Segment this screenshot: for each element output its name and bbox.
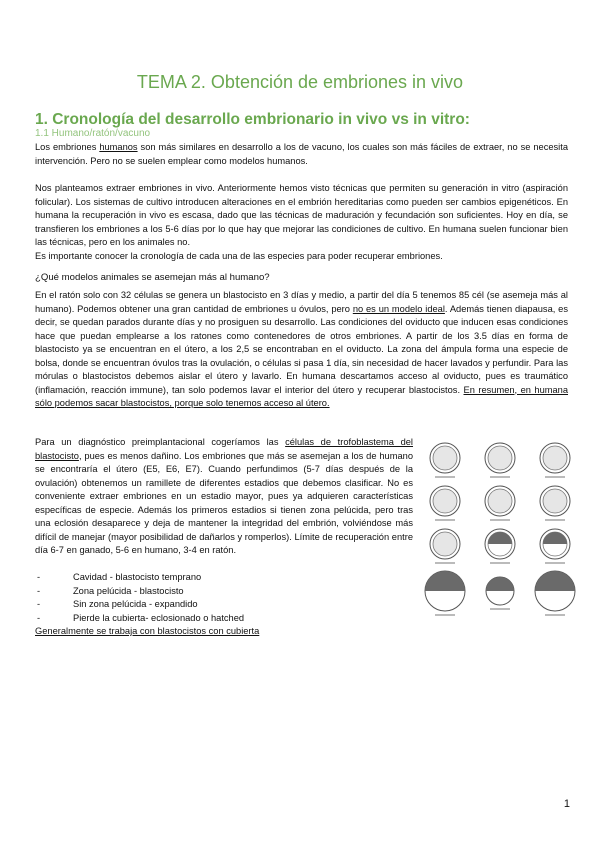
conclusion-text: Generalmente se trabaja con blastocistos con cubierta [35,626,260,636]
list-item-text: Cavidad - blastocisto temprano [73,572,202,582]
paragraph-in-vivo [35,182,568,263]
text-run: . Además tienen diapausa, es decir, se quedan parados durante días y no prosiguen su desarrollo. Las condiciones del oviducto que inducen esas condiciones hace que puedan emplearse a los ratones como contenedores de otros embriones. A partir de los 3.5 días en forma de blastocisto ya se encuentran en el útero, a los 2,5 se encontraban en el oviducto. La zona del ámpula forma una especie de bolsa, donde se encuentran óvulos tras la ovulación, o células si pasa 1 día, sin necesidad de hacer lavados y perfundir. Para las mórulas o blastocistos debemos aislar el útero y lavarlo. En humana descartamos acceso al oviducto, pues es traumático (inflamación, reacción immune), tan solo podemos lavar el interior del útero y recuperar blastocistos. [35,303,568,395]
text-run: Nos planteamos extraer embriones in vivo. Anteriormente hemos visto técnicas que permiten su generación in vitro (aspiración folicular). Los sistemas de cultivo introducen alteraciones en el embrión hereditarias como pueden ser cambios epigenéticos. En humana la recuperación in vivo es escasa, dado que las técnicas de maduración y fecundación son suficientes. Hoy en día, se transfieren los embriones a los 5-6 días por lo que hay que mejorar las condiciones de cultivo. En humana suelen funcionar bien las técnicas, pero en los animales no. [35,183,568,247]
underlined-text: células de trofoblastema del blastocisto [35,437,414,461]
text-run: , pues es menos dañino. Los embriones que más se asemejan a los de humano se encontraría el útero (E5, E6, E7). Cuando perfundimos (5-7 días después de la ovulación) obtenemos un ramillete de diferentes estadios que debemos clasificar. No es conveniente extraer embriones en un estadio mayor, pues ya adquieren características específicas de especie. Además los primeros estadios si tienen zona pelúcida, pero tras una eclosión desaparece y deja de mantener la integridad del embrión, volviéndose más difícil de manejar (mayor posibilidad de dañarlos y romperlos). Límite de recuperación entre día 6-7 en ganado, 5-6 en humano, 3-4 en ratón. [35,450,413,555]
list-bullet: - [37,599,41,609]
section-heading: 1. Cronología del desarrollo embrionario in vivo vs in vitro: [35,111,470,128]
embryo-stages-figure [420,436,580,626]
embryo-stage-drawing [430,443,460,478]
paragraph-cronologia: Es importante conocer la cronología de cada una de las especies para poder recuperar embriones. [35,250,443,261]
list-item-text: Pierde la cubierta- eclosionado o hatched [73,612,245,623]
list-item [35,612,413,626]
list-bullet: - [37,585,41,596]
stages-list [35,571,413,625]
list-item [35,585,413,599]
subsection-heading: 1.1 Humano/ratón/vacuno [35,128,151,139]
embryo-stage-drawing [485,529,515,564]
text-run: En el ratón solo con 32 células se genera un blastocisto en 3 días y medio, a partir del día 5 tenemos 85 cél (se asemeja más al humano). Podemos obtener una gran cantidad de embriones u óvulos, pero [35,290,568,314]
underlined-text: no es un modelo ideal [352,303,445,314]
embryo-stage-drawing [535,571,575,616]
text-run: Los embriones [35,142,100,152]
document-title: TEMA 2. Obtención de embriones in vivo [136,72,464,92]
text-run: son más similares en desarrollo a los de vacuno, los cuales son más fáciles de extraer, no se necesita intervención. Pero no se suelen emplear como modelos humanos. [35,142,568,166]
list-bullet: - [37,572,41,582]
list-item-text: Zona pelúcida - blastocisto [73,585,184,596]
embryo-stage-drawing [485,486,515,521]
text-run: Para un diagnóstico preimplantacional cogeríamos las [35,437,286,447]
embryo-stage-drawing [540,486,570,521]
underlined-text: humanos [99,142,138,152]
embryo-stage-drawing [430,486,460,521]
embryo-stage-drawing [540,443,570,478]
embryo-stage-drawing [540,529,570,564]
embryo-stage-drawing [425,571,465,616]
paragraph-raton [35,289,568,411]
paragraph-in-vivo-body [35,182,568,250]
paragraph-diagnostico [35,436,413,558]
question-heading: ¿Qué modelos animales se asemejan más al humano? [35,272,270,283]
page-number: 1 [563,798,570,810]
list-bullet: - [37,612,41,623]
list-item [35,571,413,585]
underlined-text: En resumen, en humana sólo podemos sacar blastocistos, porque solo tenemos acceso al útero. [35,384,569,408]
list-item-text: Sin zona pelúcida - expandido [73,599,198,609]
embryo-stage-drawing [486,577,514,610]
embryo-stage-drawing [430,529,460,564]
list-item [35,598,413,612]
paragraph-humanos [35,141,568,168]
embryo-stage-drawing [485,443,515,478]
